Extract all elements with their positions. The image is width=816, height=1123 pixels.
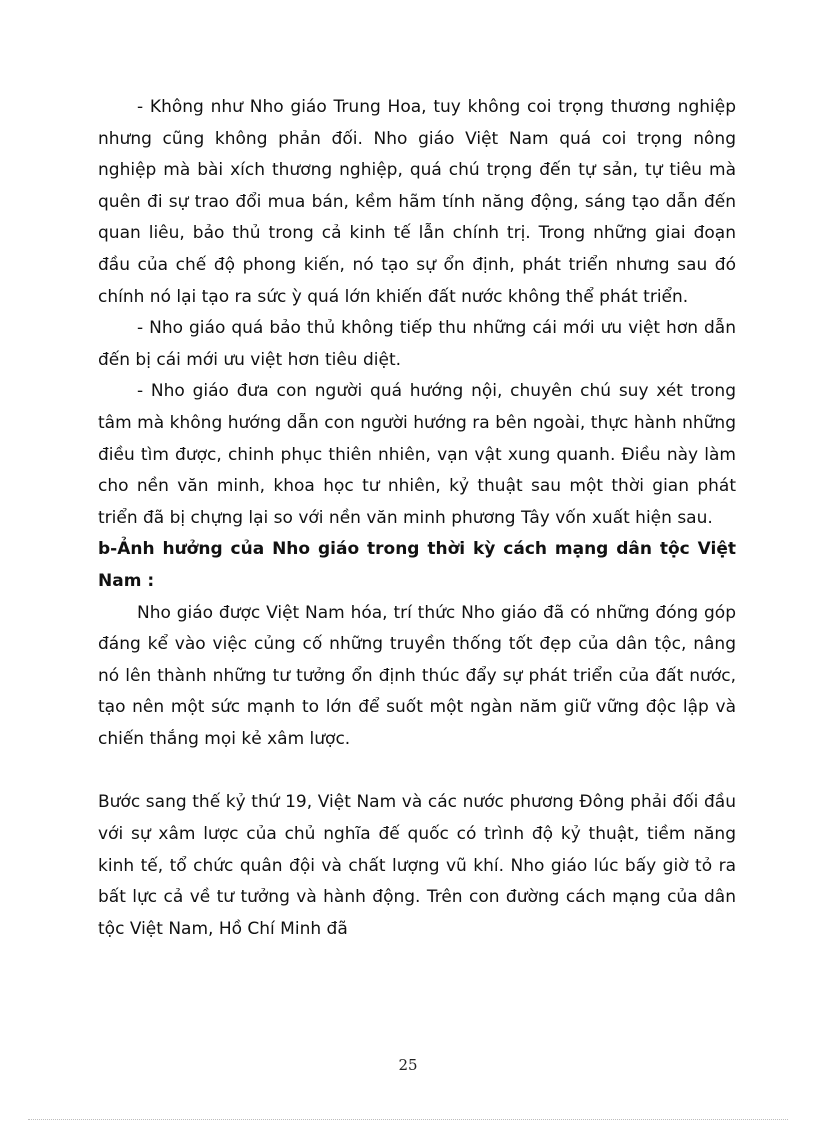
paragraph-commerce: - Không như Nho giáo Trung Hoa, tuy không coi trọng thương nghiệp nhưng cũng không phản đối. Nho giáo Việt Nam quá coi trọng nông nghiệp mà bài xích thương nghiệp, quá chú trọng đến tự sản, tự tiêu mà quên đi sự trao đổi mua bán, kềm hãm tính năng động, sáng tạo dẫn đến quan liêu, bảo thủ trong cả kinh tế lẫn chính trị. Trong những giai đoạn đầu của chế độ phong kiến, nó tạo sự ổn định, phát triển nhưng sau đó chính nó lại tạo ra sức ỳ quá lớn khiến đất nước không thể phát triển. [98,97,736,307]
page-bottom-divider [28,1119,788,1120]
paragraph-19th-century: Bước sang thế kỷ thứ 19, Việt Nam và các nước phương Đông phải đối đầu với sự xâm lược của chủ nghĩa đế quốc có trình độ kỷ thuật, tiềm năng kinh tế, tổ chức quân đội và chất lượng vũ khí. Nho giáo lúc bấy giờ tỏ ra bất lực cả về tư tưởng và hành động. Trên con đường cách mạng của dân tộc Việt Nam, Hồ Chí Minh đã [98,792,736,939]
paragraph-introversion: - Nho giáo đưa con người quá hướng nội, chuyên chú suy xét trong tâm mà không hướng dẫn con người hướng ra bên ngoài, thực hành những điều tìm được, chinh phục thiên nhiên, vạn vật xung quanh. Điều này làm cho nền văn minh, khoa học tư nhiên, kỷ thuật sau một thời gian phát triển đã bị chựng lại so với nền văn minh phương Tây vốn xuất hiện sau. [98,381,736,528]
paragraph-conservatism: - Nho giáo quá bảo thủ không tiếp thu những cái mới ưu việt hơn dẫn đến bị cái mới ưu việt hơn tiêu diệt. [98,318,736,370]
paragraph-spacer [98,755,736,787]
paragraph-vietnamization: Nho giáo được Việt Nam hóa, trí thức Nho giáo đã có những đóng góp đáng kể vào việc củng cố những truyền thống tốt đẹp của dân tộc, nâng nó lên thành những tư tưởng ổn định thúc đẩy sự phát triển của đất nước, tạo nên một sức mạnh to lớn để suốt một ngàn năm giữ vững độc lập và chiến thắng mọi kẻ xâm lược. [98,602,736,749]
section-heading: b-Ảnh hưởng của Nho giáo trong thời kỳ cách mạng dân tộc Việt Nam : [98,539,736,591]
page-content [98,92,736,945]
page-number: 25 [398,1056,418,1074]
